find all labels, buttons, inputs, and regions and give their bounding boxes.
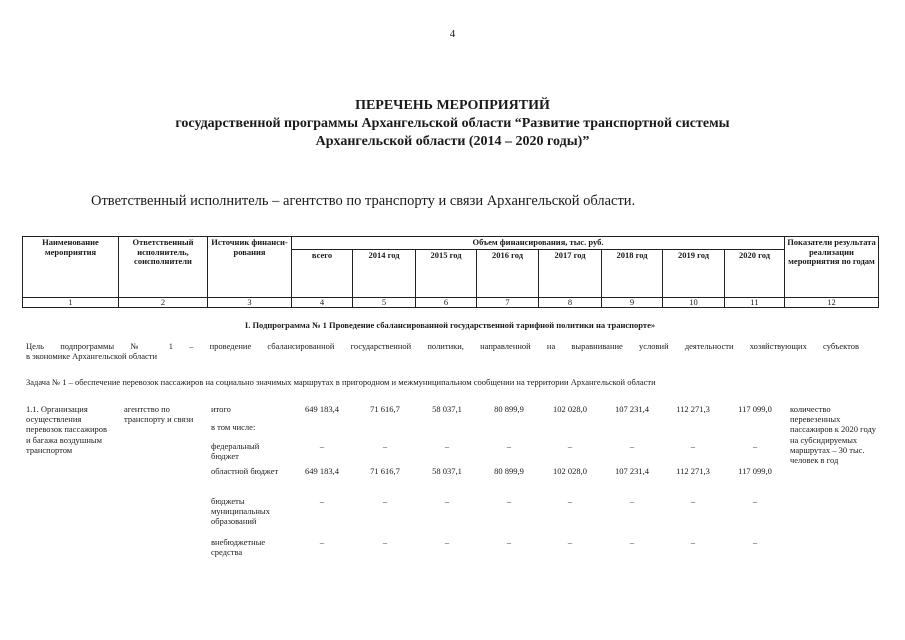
funding-amount: 58 037,1 (432, 404, 462, 414)
funding-source: в том числе: (211, 422, 256, 432)
responsible-executor: Ответственный исполнитель – агентство по транспорту и связи Архангельской области. (91, 193, 636, 209)
col-number: 1 (23, 297, 119, 308)
activity-name: 1.1. Организация осуществления перевозок пассажиров и багажа воздушным транспортом (26, 404, 108, 455)
col-header-name: Наименование мероприятия (23, 237, 119, 298)
col-number: 12 (785, 297, 879, 308)
funding-amount: 102 028,0 (553, 466, 587, 476)
col-number: 6 (416, 297, 477, 308)
col-header-year: 2018 год (602, 249, 663, 297)
funding-amount: – (690, 496, 696, 506)
task-statement: Задача № 1 – обеспечение перевозок пассажиров на социально значимых маршрутах в пригородном и межмуниципальном сообщении на территории Архангельской области (26, 377, 656, 387)
col-number: 11 (725, 297, 785, 308)
funding-amount: 80 899,9 (494, 404, 524, 414)
funding-amount: – (629, 496, 635, 506)
document-subtitle-line-2: Архангельской области (2014 – 2020 годы)” (315, 134, 590, 149)
funding-amount: – (690, 441, 696, 451)
col-number: 7 (477, 297, 539, 308)
funding-amount: – (444, 496, 450, 506)
funding-amount: – (629, 537, 635, 547)
activity-indicator: количество перевезенных пассажиров к 2020 году на субсидируемых маршрутах – 30 тыс. человек в год (790, 404, 877, 465)
funding-amount: 117 099,0 (738, 466, 772, 476)
funding-source: областной бюджет (211, 466, 279, 476)
funding-source: бюджеты муниципальных образований (211, 496, 270, 527)
goal-line-2: в экономике Архангельской области (26, 351, 158, 362)
funding-amount: 112 271,3 (676, 404, 710, 414)
col-header-year: 2014 год (353, 249, 416, 297)
funding-amount: – (382, 537, 388, 547)
financing-table-header (22, 236, 879, 308)
funding-amount: – (629, 441, 635, 451)
col-header-total: всего (292, 249, 353, 297)
funding-amount: 107 231,4 (615, 404, 649, 414)
funding-amount: – (382, 496, 388, 506)
funding-amount: 112 271,3 (676, 466, 710, 476)
col-number: 2 (119, 297, 208, 308)
funding-source: внебюджетные средства (211, 537, 266, 558)
subprogram-goal (26, 341, 859, 361)
col-header-executor: Ответственный исполнитель, соисполнители (119, 237, 208, 298)
funding-amount: – (319, 537, 325, 547)
activity-executor: агентство по транспорту и связи (124, 404, 194, 425)
funding-amount: – (567, 441, 573, 451)
funding-amount: 71 616,7 (370, 466, 400, 476)
funding-amount: – (506, 496, 512, 506)
col-header-financing-volume: Объем финансирования, тыс. руб. (292, 237, 785, 250)
goal-line-1: Цель подпрограммы № 1 – проведение сбалансированной государственной политики, направленной на выравнивание условий деятельности хозяйствующих субъектов (26, 341, 859, 351)
funding-amount: – (506, 537, 512, 547)
document-title: ПЕРЕЧЕНЬ МЕРОПРИЯТИЙ (355, 98, 550, 113)
col-number: 9 (602, 297, 663, 308)
col-header-year: 2020 год (725, 249, 785, 297)
funding-source: итого (211, 404, 231, 414)
subprogram-title: I. Подпрограмма № 1 Проведение сбалансированной государственной тарифной политики на транспорте» (244, 320, 656, 330)
col-number: 10 (663, 297, 725, 308)
funding-amount: 649 183,4 (305, 466, 339, 476)
col-number: 8 (539, 297, 602, 308)
funding-amount: – (319, 496, 325, 506)
col-header-source: Источник финанси-рования (208, 237, 292, 298)
funding-amount: 71 616,7 (370, 404, 400, 414)
funding-source: федеральный бюджет (211, 441, 260, 462)
funding-amount: 117 099,0 (738, 404, 772, 414)
col-header-indicators: Показатели результата реализации мероприятия по годам (785, 237, 879, 298)
col-header-year: 2019 год (663, 249, 725, 297)
funding-amount: – (752, 441, 758, 451)
funding-amount: – (382, 441, 388, 451)
funding-amount: – (752, 496, 758, 506)
funding-amount: 58 037,1 (432, 466, 462, 476)
page-number: 4 (449, 28, 456, 40)
funding-amount: – (690, 537, 696, 547)
col-header-year: 2016 год (477, 249, 539, 297)
funding-amount: 80 899,9 (494, 466, 524, 476)
col-number: 5 (353, 297, 416, 308)
col-header-year: 2017 год (539, 249, 602, 297)
funding-amount: 107 231,4 (615, 466, 649, 476)
funding-amount: – (752, 537, 758, 547)
funding-amount: – (567, 537, 573, 547)
funding-amount: – (444, 537, 450, 547)
funding-amount: 649 183,4 (305, 404, 339, 414)
col-number: 3 (208, 297, 292, 308)
col-number: 4 (292, 297, 353, 308)
funding-amount: – (444, 441, 450, 451)
funding-amount: – (319, 441, 325, 451)
funding-amount: – (567, 496, 573, 506)
funding-amount: 102 028,0 (553, 404, 587, 414)
col-header-year: 2015 год (416, 249, 477, 297)
funding-amount: – (506, 441, 512, 451)
document-subtitle-line-1: государственной программы Архангельской области “Развитие транспортной системы (175, 116, 730, 131)
